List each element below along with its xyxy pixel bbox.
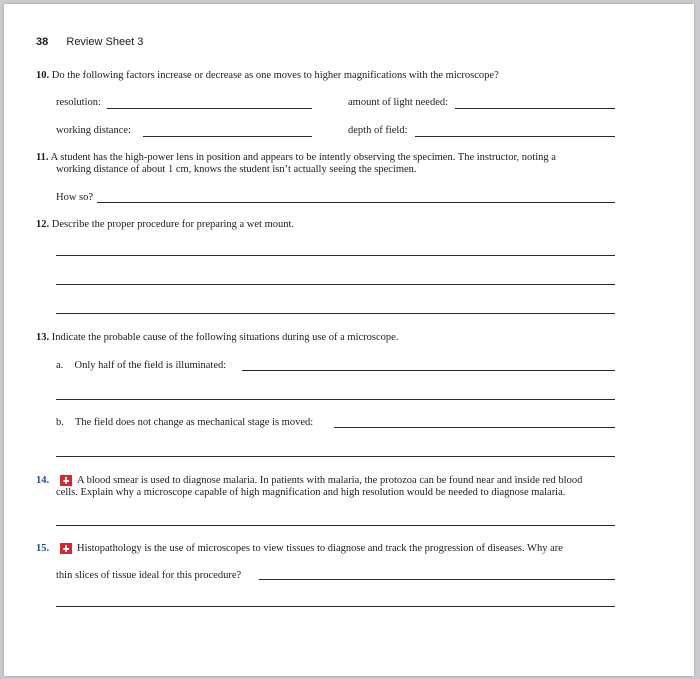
depth-answer-line[interactable] [415,136,615,137]
item-a [56,360,226,372]
working-distance-label: working distance: [56,125,131,136]
question-10 [36,70,499,82]
question-text-line1: Histopathology is the use of microscopes to view tissues to diagnose and track the progression of diseases. Why are [77,543,563,554]
item-b-answer-line[interactable] [334,427,615,428]
question-number: 13. [36,332,50,343]
question-11 [36,152,556,164]
answer-line[interactable] [56,399,615,400]
question-text-line2: thin slices of tissue ideal for this procedure? [56,570,242,581]
resolution-answer-line[interactable] [107,108,312,109]
question-text-line2: working distance of about 1 cm, knows the student isn’t actually seeing the specimen. [56,164,417,175]
item-text: Only half of the field is illuminated: [74,360,227,371]
item-label: b. [56,417,64,428]
light-label: amount of light needed: [348,97,449,108]
question-text-line2: cells. Explain why a microscope capable of high magnification and high resolution would be needed to diagnose malaria. [56,487,566,498]
question-number: 12. [36,219,50,230]
answer-line[interactable] [56,313,615,314]
clinical-application-icon [60,543,72,554]
page-title: Review Sheet 3 [66,36,144,48]
question-13 [36,332,398,344]
question-number: 14. [36,475,50,486]
answer-line[interactable] [56,525,615,526]
question-12 [36,219,294,231]
item-a-answer-line[interactable] [242,370,615,371]
answer-line[interactable] [56,606,615,607]
answer-line[interactable] [56,255,615,256]
working-distance-answer-line[interactable] [143,136,312,137]
question-14 [36,475,49,487]
light-answer-line[interactable] [455,108,615,109]
answer-line[interactable] [56,284,615,285]
question-text: Indicate the probable cause of the following situations during use of a microscope. [51,332,399,343]
answer-line[interactable] [56,456,615,457]
question-number: 11. [36,152,49,163]
item-b [56,417,313,429]
how-so-answer-line[interactable] [97,202,615,203]
question-text-line1: A student has the high-power lens in position and appears to be intently observing the specimen. The instructor, noting a [50,152,556,163]
clinical-application-icon [60,475,72,486]
question-number: 15. [36,543,50,554]
worksheet-page [4,4,694,676]
item-text: The field does not change as mechanical stage is moved: [74,417,314,428]
page-header [36,36,143,48]
depth-label: depth of field: [348,125,408,136]
question-text: Describe the proper procedure for preparing a wet mount. [51,219,295,230]
question-text-line1: A blood smear is used to diagnose malaria. In patients with malaria, the protozoa can be found near and inside red blood [77,475,583,486]
question-text: Do the following factors increase or decrease as one moves to higher magnifications with the microscope? [51,70,499,81]
question-number: 10. [36,70,50,81]
page-number: 38 [36,36,49,48]
resolution-label: resolution: [56,97,101,108]
question-15-answer-line[interactable] [259,579,615,580]
item-label: a. [56,360,64,371]
how-so-label: How so? [56,192,94,203]
question-15 [36,543,49,555]
